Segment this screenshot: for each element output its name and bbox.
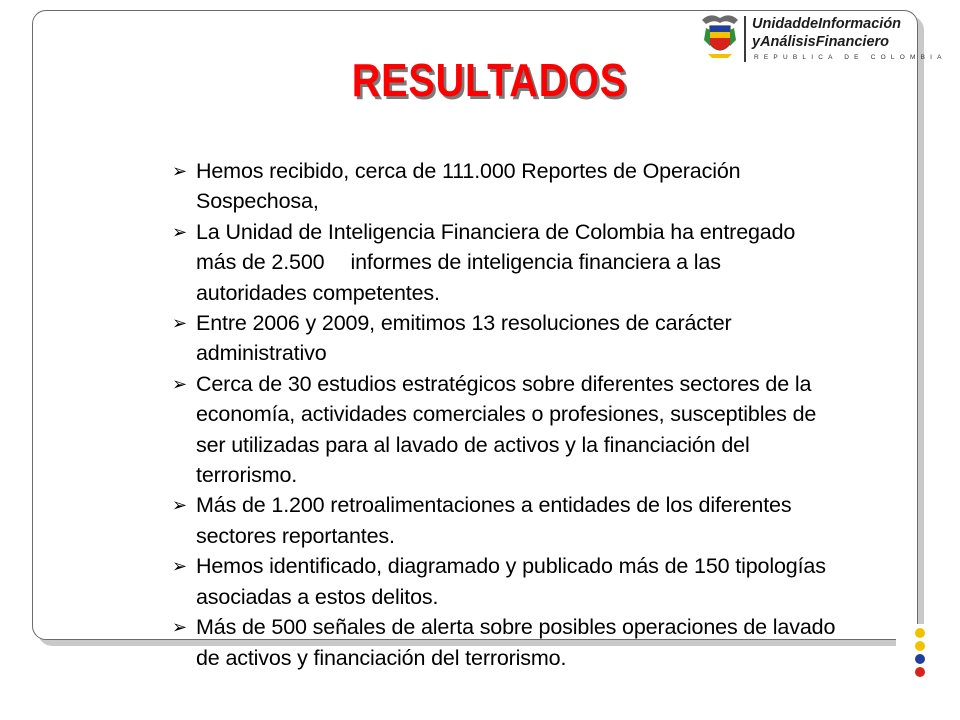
arrow-bullet-icon: ➢ xyxy=(172,221,187,242)
logo-country: REPUBLICA DE COLOMBIA xyxy=(754,54,947,61)
arrow-bullet-icon: ➢ xyxy=(172,161,187,181)
list-item: ➢ Más de 1.200 retroalimentaciones a entidades de los diferentes sectores reportantes. xyxy=(172,490,902,551)
list-item: ➢ Más de 500 señales de alerta sobre posibles operaciones de lavado de activos y financiación del terrorismo. xyxy=(172,612,902,673)
blue-dot xyxy=(915,654,925,664)
logo-divider xyxy=(744,16,746,62)
colombia-coat-of-arms-icon xyxy=(698,10,742,66)
arrow-bullet-icon: ➢ xyxy=(172,313,187,334)
list-item: ➢ La Unidad de Inteligencia Financiera de Colombia ha entregado más de 2.500 informes de inteligencia financiera a las autoridades competentes. xyxy=(172,217,902,308)
logo-line-2: yAnálisisFinanciero xyxy=(752,34,890,50)
list-item: ➢ Entre 2006 y 2009, emitimos 13 resoluciones de carácter administrativo xyxy=(172,308,902,369)
logo-line-1: UnidaddeInformación xyxy=(752,16,902,32)
arrow-bullet-icon: ➢ xyxy=(172,556,187,577)
list-item: ➢ Hemos recibido, cerca de 111.000 Reportes de Operación Sospechosa, xyxy=(172,156,902,217)
list-item: ➢ Cerca de 30 estudios estratégicos sobre diferentes sectores de la economía, actividades comerciales o profesiones, susceptibles de ser utilizadas para al lavado de activos y la financiación del terrorismo. xyxy=(172,369,902,491)
bullet-list xyxy=(172,156,902,673)
red-dot xyxy=(915,667,925,677)
decorative-dots xyxy=(912,628,928,688)
yellow-dot xyxy=(915,628,925,638)
arrow-bullet-icon: ➢ xyxy=(172,617,187,638)
frame-corner-cutout xyxy=(896,624,960,720)
arrow-bullet-icon: ➢ xyxy=(172,373,187,394)
arrow-bullet-icon: ➢ xyxy=(172,495,187,516)
yellow-dot xyxy=(915,641,925,651)
list-item: ➢ Hemos identificado, diagramado y publicado más de 150 tipologías asociadas a estos delitos. xyxy=(172,551,902,612)
slide-title: RESULTADOS xyxy=(351,54,627,106)
